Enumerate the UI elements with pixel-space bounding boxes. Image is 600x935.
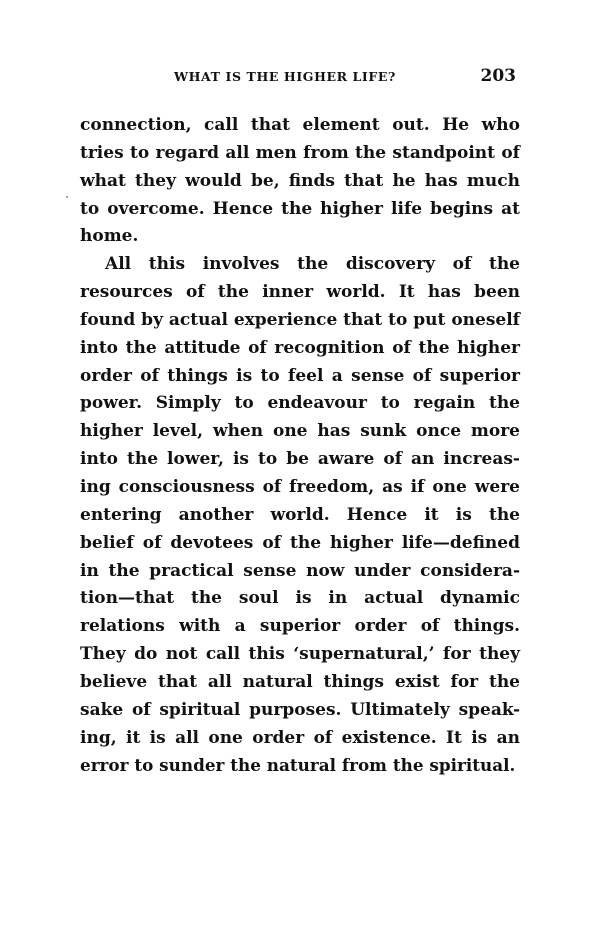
text-line: believe that all natural things exist for the [80, 671, 520, 692]
text-line: They do not call this ‘supernatural,’ for they [80, 644, 520, 665]
body-text [80, 112, 520, 780]
page-number: 203 [480, 66, 516, 86]
text-line: power. Simply to endeavour to regain the [80, 393, 520, 414]
text-line: to overcome. Hence the higher life begins at [80, 198, 520, 219]
running-head [80, 66, 520, 90]
text-line: connection, call that element out. He who [80, 115, 520, 135]
text-line: tion—that the soul is in actual dynamic [80, 588, 520, 609]
text-line: All this involves the discovery of the [105, 254, 520, 275]
text-line: error to sunder the natural from the spiritual. [80, 755, 516, 776]
text-line: into the attitude of recognition of the higher [80, 337, 520, 358]
text-line: ing, it is all one order of existence. It is an [80, 727, 520, 748]
text-line: higher level, when one has sunk once more [80, 421, 520, 442]
text-line: resources of the inner world. It has been [80, 282, 520, 303]
text-line: relations with a superior order of things. [80, 616, 520, 637]
text-line: found by actual experience that to put oneself [80, 309, 520, 330]
text-line: entering another world. Hence it is the [80, 504, 520, 525]
text-line: what they would be, finds that he has much [80, 170, 520, 191]
text-line: belief of devotees of the higher life—defined [80, 532, 520, 553]
text-line: in the practical sense now under considera- [80, 560, 520, 581]
text-line: order of things is to feel a sense of superior [80, 365, 520, 386]
paragraph-2 [80, 251, 520, 780]
text-line: into the lower, is to be aware of an increas- [80, 449, 520, 470]
text-line: home. [80, 226, 139, 247]
text-line: tries to regard all men from the standpoint of [80, 142, 520, 163]
text-line: sake of spiritual purposes. Ultimately speak- [80, 699, 520, 720]
paragraph-1 [80, 112, 520, 251]
text-line: ing consciousness of freedom, as if one were [80, 476, 520, 497]
page-speck [66, 196, 68, 198]
running-title: WHAT IS THE HIGHER LIFE? [174, 69, 396, 84]
